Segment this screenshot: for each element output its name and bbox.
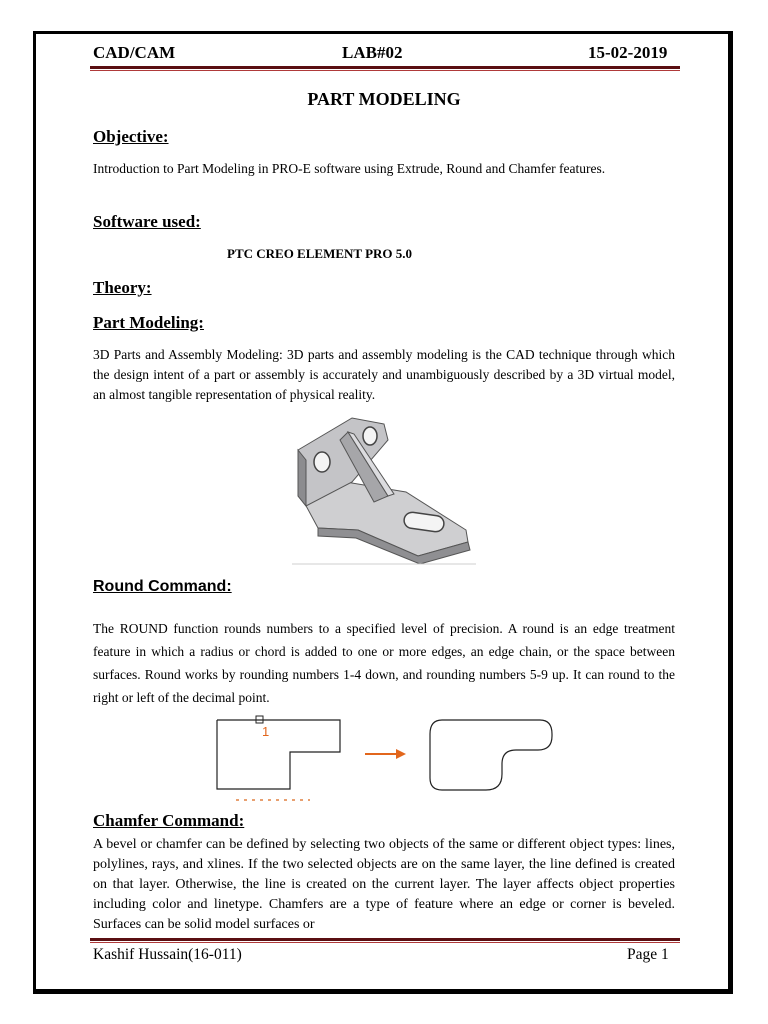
round-figure-label: 1 [262, 724, 270, 739]
footer-author: Kashif Hussain(16-011) [93, 946, 242, 963]
chamfer-heading: Chamfer Command: [93, 811, 245, 830]
header-course: CAD/CAM [93, 43, 176, 62]
page-title: PART MODELING [307, 89, 461, 109]
header-date: 15-02-2019 [588, 43, 668, 62]
objective-text: Introduction to Part Modeling in PRO-E software using Extrude, Round and Chamfer features. [93, 161, 606, 176]
software-heading: Software used: [93, 212, 201, 231]
round-heading: Round Command: [93, 578, 232, 595]
part-modeling-heading: Part Modeling: [93, 313, 204, 332]
header-rule [90, 66, 680, 71]
part-bracket-image [288, 410, 480, 568]
part-modeling-text: 3D Parts and Assembly Modeling: 3D parts and assembly modeling is the CAD technique through which the design intent of a part or assembly is accurately and unambiguously described by a 3D virtual model, an almost tangible representation of physical reality. [93, 347, 675, 402]
objective-heading: Objective: [93, 127, 169, 146]
round-text: The ROUND function rounds numbers to a specified level of precision. A round is an edge treatment feature in which a radius or chord is added to one or more edges, an edge chain, or the space between surfaces. Round works by rounding numbers 1-4 down, and rounding numbers 5-9 up. It can round to the right or left of the decimal point. [93, 621, 675, 705]
footer-page-number: Page 1 [627, 946, 669, 963]
footer-rule [90, 938, 680, 943]
chamfer-text: A bevel or chamfer can be defined by selecting two objects of the same or different object types: lines, polylines, rays, and xlines. If the two selected objects are on the same layer, the line defined is created on that layer. Otherwise, the line is created on the current layer. The layer affects object properties including color and linetype. Chamfers are a type of feature where an edge or corner is beveled. Surfaces can be solid model surfaces or [93, 837, 675, 932]
theory-heading: Theory: [93, 278, 152, 297]
header-lab: LAB#02 [342, 43, 403, 62]
software-name: PTC CREO ELEMENT PRO 5.0 [227, 246, 413, 261]
